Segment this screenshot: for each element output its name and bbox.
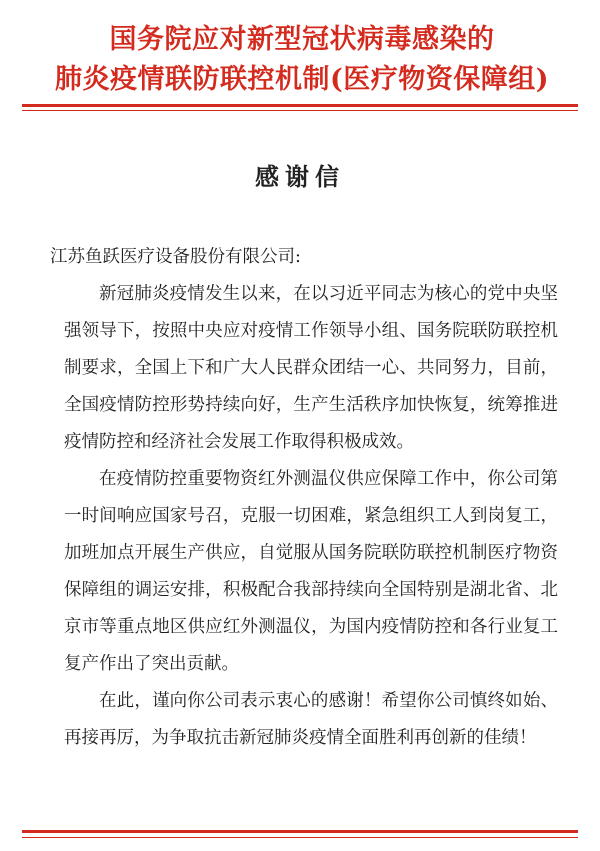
letterhead-rule-thick — [22, 104, 578, 107]
letterhead-title-line2: 肺炎疫情联防联控机制(医疗物资保障组) — [54, 64, 550, 95]
footer-rule-thin — [22, 837, 578, 838]
letter-body — [50, 239, 558, 757]
letterhead-title — [22, 20, 582, 100]
letter-paragraph-3: 在此，谨向你公司表示衷心的感谢！希望你公司慎终如始、再接再厉，为争取抗击新冠肺炎疫情全面胜利再创新的佳绩！ — [64, 691, 558, 748]
letterhead-title-line1: 国务院应对新型冠状病毒感染的 — [109, 24, 495, 55]
letter-paragraph-1: 新冠肺炎疫情发生以来，在以习近平同志为核心的党中央坚强领导下，按照中央应对疫情工作领导小组、国务院联防联控机制要求，全国上下和广大人民群众团结一心、共同努力，目前，全国疫情防控形势持续向好，生产生活秩序加快恢复，统筹推进疫情防控和经济社会发展工作取得积极成效。 — [64, 284, 558, 452]
letter-title: 感谢信 — [255, 162, 345, 191]
letter-paragraph-2: 在疫情防控重要物资红外测温仪供应保障工作中，你公司第一时间响应国家号召，克服一切困难，紧急组织工人到岗复工，加班加点开展生产供应，自觉服从国务院联防联控机制医疗物资保障组的调运安排，积极配合我部持续向全国特别是湖北省、北京市等重点地区供应红外测温仪，为国内疫情防控和各行业复工复产作出了突出贡献。 — [64, 469, 558, 674]
letterhead-rule-thin — [22, 110, 578, 111]
letter-salutation: 江苏鱼跃医疗设备股份有限公司: — [50, 247, 301, 267]
footer-rule-thick — [22, 830, 578, 833]
